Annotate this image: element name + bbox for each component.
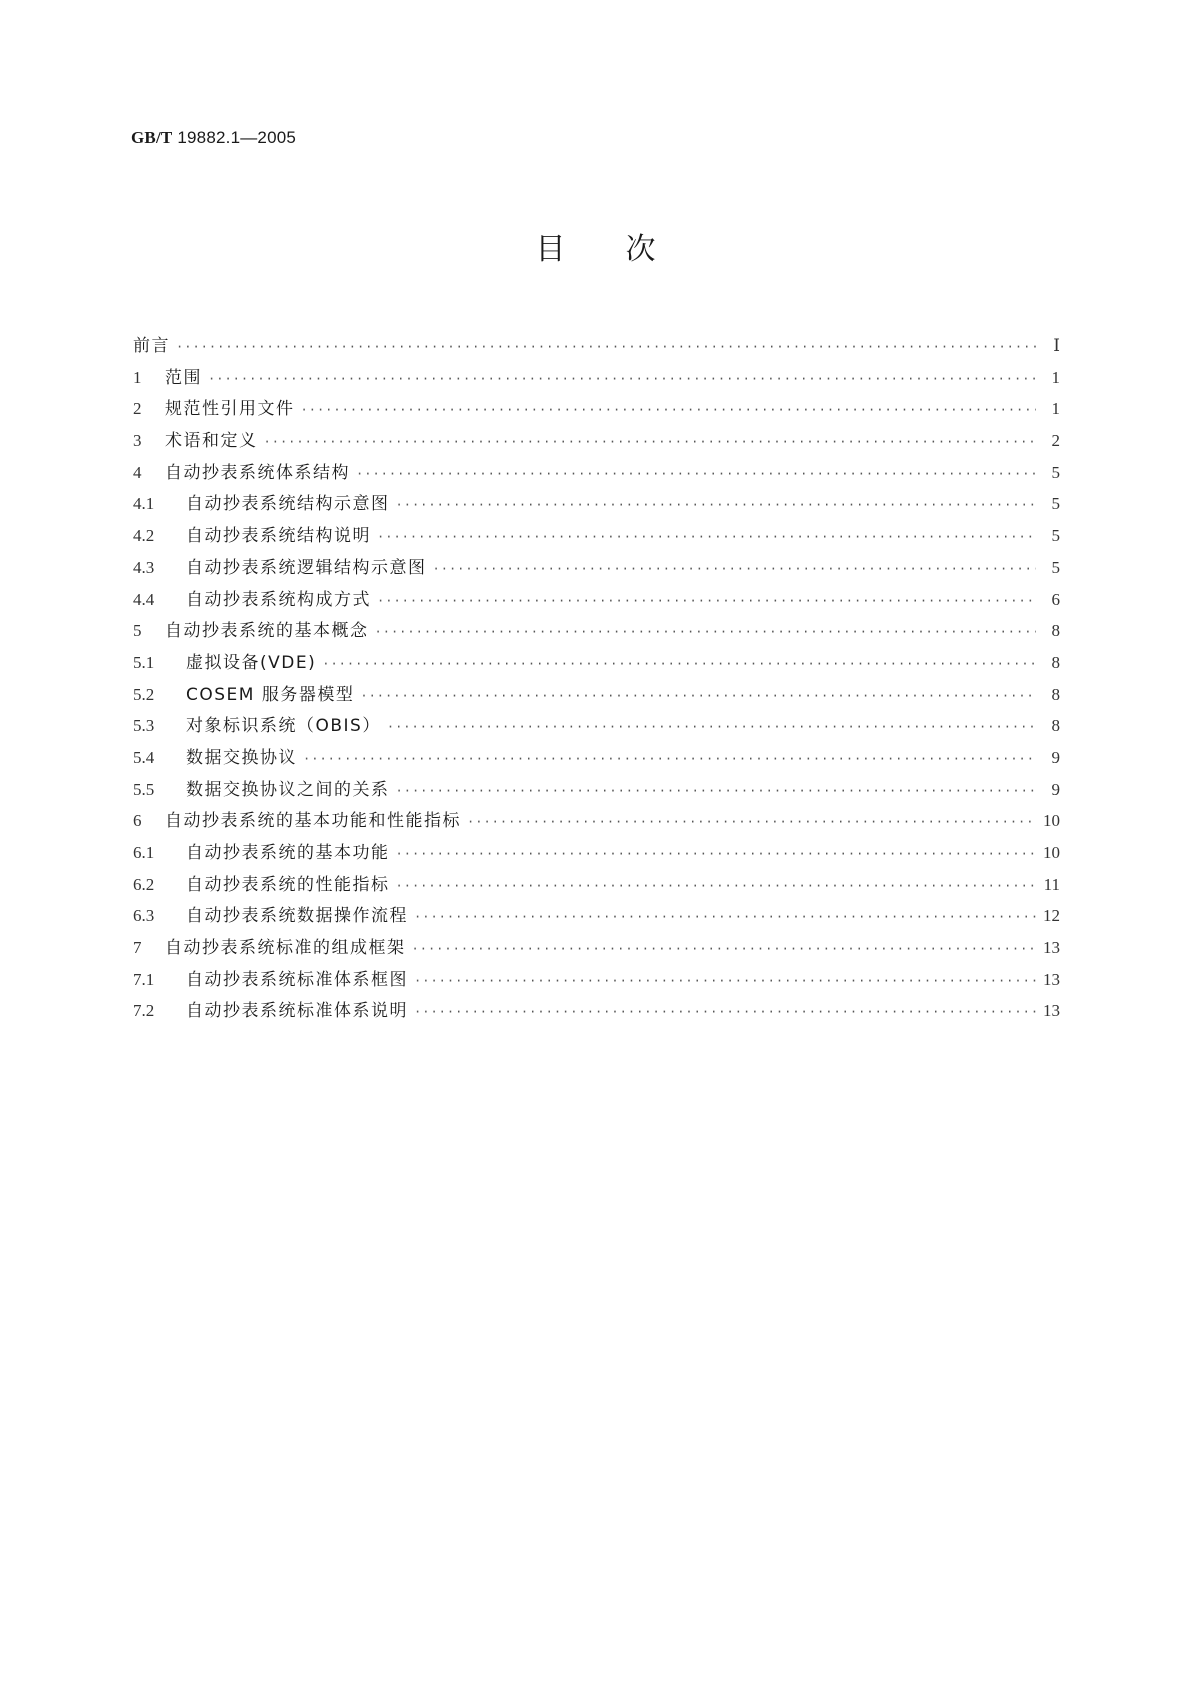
toc-page-number: 13	[1043, 938, 1060, 958]
toc-page-number: 8	[1051, 652, 1060, 672]
toc-dot-leader	[360, 681, 1036, 713]
toc-entry-title: 自动抄表系统标准的组成框架	[165, 938, 406, 959]
toc-entry-number: 5.3	[133, 716, 155, 736]
toc-entry-number: 6.1	[133, 843, 155, 862]
toc-entry-title: 自动抄表系统逻辑结构示意图	[186, 557, 427, 578]
toc-entry[interactable]	[133, 647, 1060, 679]
toc-entry-title: 自动抄表系统的基本功能	[186, 843, 390, 863]
toc-entry-number: 7	[133, 938, 142, 958]
toc-page-number: 13	[1043, 1001, 1060, 1021]
toc-page-number: 8	[1051, 716, 1060, 736]
toc-dot-leader	[356, 459, 1036, 491]
toc-entry-title: 范围	[165, 367, 202, 388]
toc-dot-leader	[414, 997, 1036, 1029]
toc-entry-title: 前言	[133, 336, 170, 356]
toc-entry[interactable]	[133, 995, 1060, 1027]
toc-entry[interactable]	[133, 900, 1060, 932]
toc-entry-title: 自动抄表系统构成方式	[186, 589, 371, 610]
toc-dot-leader	[396, 490, 1037, 522]
toc-entry[interactable]	[133, 330, 1060, 362]
toc-entry[interactable]	[133, 837, 1060, 869]
page-title: 目次	[535, 232, 716, 267]
toc-page-number: 8	[1051, 684, 1060, 704]
standard-prefix: GB/T	[131, 128, 173, 147]
toc-page-number: 10	[1043, 811, 1060, 831]
toc-page-number: Ⅰ	[1053, 336, 1060, 355]
toc-entry-number: 6.2	[133, 874, 155, 894]
toc-entry[interactable]	[133, 742, 1060, 774]
toc-entry-title: COSEM 服务器模型	[186, 684, 355, 705]
toc-entry-number: 1	[133, 367, 142, 387]
toc-entry[interactable]	[133, 552, 1060, 584]
toc-dot-leader	[467, 807, 1036, 839]
toc-entry[interactable]	[133, 710, 1060, 742]
toc-page-number: 5	[1051, 526, 1060, 546]
standard-header	[131, 128, 296, 148]
toc-entry-number: 4.1	[133, 494, 155, 514]
toc-entry-number: 6	[133, 811, 142, 831]
toc-dot-leader	[414, 902, 1036, 934]
toc-entry-number: 7.2	[133, 1001, 155, 1021]
toc-entry-number: 5.1	[133, 652, 155, 672]
toc-page-number: 11	[1043, 874, 1060, 894]
toc-page-number: 9	[1051, 779, 1060, 799]
toc-page-number: 5	[1051, 494, 1060, 514]
toc-entry-number: 4.3	[133, 557, 155, 577]
toc-dot-leader	[301, 395, 1037, 427]
toc-entry-number: 4.2	[133, 526, 155, 546]
toc-dot-leader	[377, 522, 1036, 554]
toc-entry-title: 对象标识系统（OBIS）	[186, 716, 381, 737]
toc-page-number: 1	[1051, 367, 1060, 387]
toc-entry-number: 4.4	[133, 589, 155, 609]
toc-entry-title: 数据交换协议	[186, 747, 297, 768]
standard-number: 19882.1—2005	[177, 128, 297, 147]
toc-entry-number: 6.3	[133, 906, 155, 926]
toc-page-number: 13	[1043, 969, 1060, 989]
toc-entry-title: 自动抄表系统结构说明	[186, 526, 371, 547]
toc-entry-number: 3	[133, 431, 142, 451]
toc-entry-number: 7.1	[133, 969, 155, 989]
toc-entry-title: 规范性引用文件	[165, 399, 295, 420]
toc-entry[interactable]	[133, 679, 1060, 711]
toc-entry[interactable]	[133, 425, 1060, 457]
toc-entry[interactable]	[133, 362, 1060, 394]
toc-dot-leader	[322, 649, 1036, 681]
toc-page-number: 9	[1051, 747, 1060, 767]
toc-page-number: 2	[1051, 431, 1060, 451]
toc-entry-number: 4	[133, 462, 142, 482]
toc-dot-leader	[387, 712, 1036, 744]
toc-page-number: 12	[1043, 906, 1060, 926]
toc-entry[interactable]	[133, 964, 1060, 996]
toc-entry[interactable]	[133, 520, 1060, 552]
toc-entry[interactable]	[133, 932, 1060, 964]
toc-entry-number: 5.4	[133, 747, 155, 767]
toc-entry[interactable]	[133, 869, 1060, 901]
toc-entry[interactable]	[133, 774, 1060, 806]
toc-entry-title: 自动抄表系统数据操作流程	[186, 906, 408, 927]
toc-entry[interactable]	[133, 457, 1060, 489]
toc-entry-number: 5	[133, 621, 142, 641]
toc-entry-title: 自动抄表系统的基本功能和性能指标	[165, 811, 461, 832]
toc-entry-title: 数据交换协议之间的关系	[186, 779, 390, 800]
toc-entry-number: 2	[133, 399, 142, 419]
toc-dot-leader	[396, 776, 1037, 808]
toc-entry[interactable]	[133, 805, 1060, 837]
toc-entry-title: 自动抄表系统标准体系说明	[186, 1001, 408, 1022]
toc-dot-leader	[414, 966, 1036, 998]
toc-entry[interactable]	[133, 615, 1060, 647]
toc-page-number: 5	[1051, 462, 1060, 482]
table-of-contents	[133, 330, 1060, 1027]
toc-entry[interactable]	[133, 584, 1060, 616]
toc-page-number: 6	[1051, 589, 1060, 609]
toc-page-number: 1	[1051, 399, 1060, 419]
toc-entry-title: 自动抄表系统的性能指标	[186, 874, 390, 895]
toc-dot-leader	[303, 744, 1036, 776]
toc-entry-title: 术语和定义	[165, 431, 258, 452]
toc-entry-title: 自动抄表系统体系结构	[165, 462, 350, 483]
toc-dot-leader	[375, 617, 1037, 649]
toc-dot-leader	[176, 332, 1036, 364]
toc-entry-title: 自动抄表系统的基本概念	[165, 621, 369, 642]
toc-dot-leader	[396, 839, 1037, 871]
toc-entry-title: 自动抄表系统结构示意图	[186, 494, 390, 515]
toc-dot-leader	[396, 871, 1037, 903]
toc-page-number: 10	[1043, 843, 1060, 862]
toc-entry[interactable]	[133, 393, 1060, 425]
toc-dot-leader	[264, 427, 1037, 459]
toc-page-number: 8	[1051, 621, 1060, 641]
toc-entry-title: 自动抄表系统标准体系框图	[186, 969, 408, 990]
toc-dot-leader	[433, 554, 1037, 586]
toc-entry-title: 虚拟设备(VDE)	[186, 652, 317, 673]
toc-page-number: 5	[1051, 557, 1060, 577]
toc-entry-number: 5.5	[133, 779, 155, 799]
toc-entry[interactable]	[133, 488, 1060, 520]
toc-dot-leader	[208, 364, 1036, 396]
toc-entry-number: 5.2	[133, 684, 155, 704]
toc-dot-leader	[377, 586, 1036, 618]
toc-dot-leader	[412, 934, 1037, 966]
